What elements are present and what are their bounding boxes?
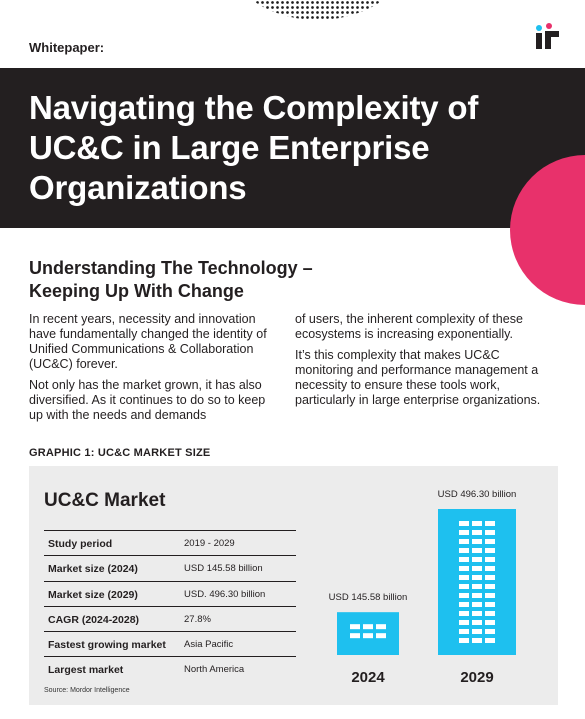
window-icon (485, 629, 495, 634)
category-label: 2029 (460, 669, 494, 686)
graphic-label: GRAPHIC 1: UC&C MARKET SIZE (29, 447, 211, 459)
table-key: Largest market (48, 664, 124, 677)
paragraph: In recent years, necessity and innovation have fundamentally changed the identity of Unified Communications & Collaboration (UC&C) forever. (29, 312, 267, 371)
table-key: Market size (2024) (48, 563, 138, 576)
table-key: Study period (48, 538, 113, 550)
window-icon (485, 548, 495, 553)
window-icon (472, 521, 482, 526)
window-icon (472, 584, 482, 589)
window-icon (459, 548, 469, 553)
window-icon (459, 593, 469, 598)
window-icon (459, 539, 469, 544)
source-note: Source: Mordor Intelligence (44, 687, 130, 694)
table-value: USD. 496.30 billion (184, 588, 266, 600)
window-icon (472, 629, 482, 634)
eyebrow-label: Whitepaper: (29, 40, 105, 55)
window-icon (459, 521, 469, 526)
window-icon (472, 611, 482, 616)
window-icon (350, 633, 360, 638)
table-key: Market size (2029) (48, 588, 138, 601)
page-title: Navigating the Complexity of UC&C in Large Enterprise Organizations (29, 89, 479, 206)
table-value: Asia Pacific (184, 639, 234, 651)
window-icon (376, 624, 386, 629)
window-icon (459, 575, 469, 580)
panel-title: UC&C Market (44, 490, 166, 511)
window-icon (472, 602, 482, 607)
window-icon (485, 638, 495, 643)
window-icon (485, 602, 495, 607)
window-icon (363, 624, 373, 629)
paragraph: It’s this complexity that makes UC&C monitoring and performance management a necessity to ensure these tools work, particularly in large enterprise organizations. (295, 348, 541, 407)
table-value: 2019 - 2029 (184, 538, 235, 549)
window-icon (472, 593, 482, 598)
window-icon (472, 575, 482, 580)
window-icon (459, 602, 469, 607)
bar-data-label: USD 145.58 billion (328, 592, 408, 604)
window-icon (472, 530, 482, 535)
category-label: 2024 (351, 669, 385, 686)
window-icon (472, 566, 482, 571)
window-icon (472, 620, 482, 625)
bar-data-label: USD 496.30 billion (437, 489, 517, 500)
window-icon (459, 629, 469, 634)
window-icon (459, 566, 469, 571)
window-icon (485, 557, 495, 562)
window-icon (472, 638, 482, 643)
window-icon (485, 521, 495, 526)
table-value: North America (184, 664, 245, 676)
window-icon (485, 539, 495, 544)
window-icon (485, 566, 495, 571)
window-icon (459, 584, 469, 589)
window-icon (472, 548, 482, 553)
window-icon (472, 557, 482, 562)
paragraph: Not only has the market grown, it has also diversified. As it continues to do so to keep up with the needs and demands (29, 378, 266, 422)
paragraph: of users, the inherent complexity of these ecosystems is increasing exponentially. (295, 312, 523, 341)
window-icon (459, 530, 469, 535)
window-icon (376, 633, 386, 638)
window-icon (485, 593, 495, 598)
table-value: 27.8% (184, 613, 211, 625)
window-icon (459, 611, 469, 616)
window-icon (472, 539, 482, 544)
table-key: Fastest growing market (48, 639, 166, 652)
window-icon (485, 530, 495, 535)
window-icon (485, 584, 495, 589)
window-icon (363, 633, 373, 638)
window-icon (459, 620, 469, 625)
table-key: CAGR (2024-2028) (48, 613, 140, 626)
window-icon (350, 624, 360, 629)
section-heading: Understanding The Technology – Keeping Up With Change (29, 258, 313, 301)
table-value: USD 145.58 billion (184, 563, 263, 575)
window-icon (485, 620, 495, 625)
window-icon (485, 575, 495, 580)
window-icon (485, 611, 495, 616)
window-icon (459, 638, 469, 643)
window-icon (459, 557, 469, 562)
